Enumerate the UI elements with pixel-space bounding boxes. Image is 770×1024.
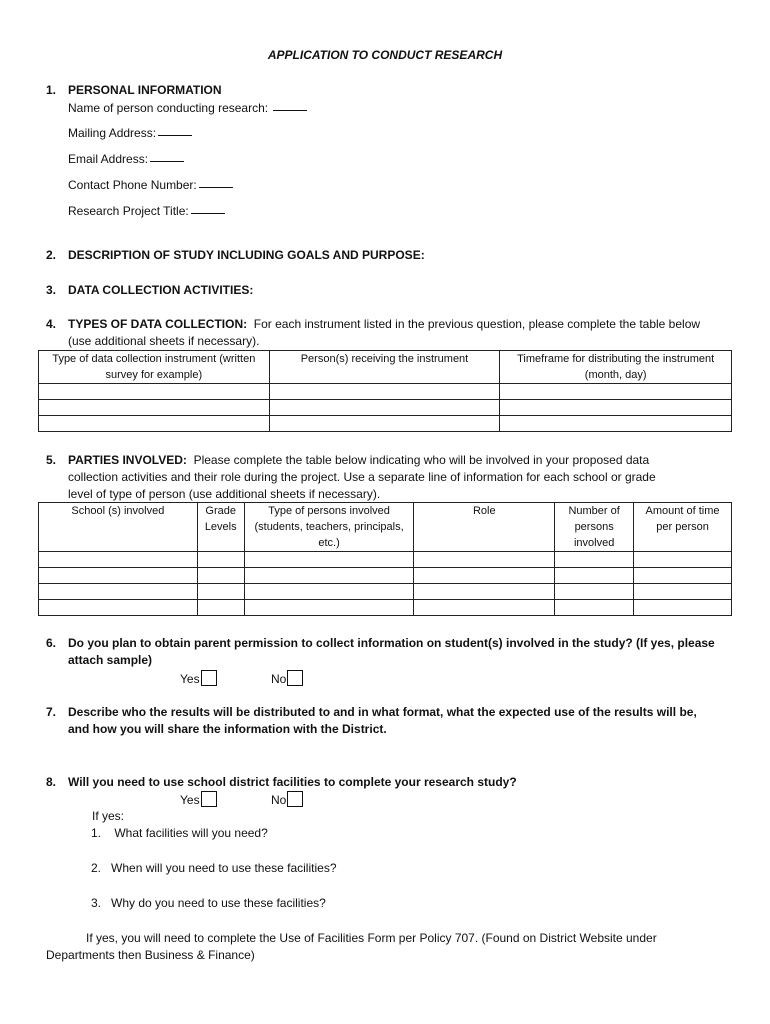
table-cell[interactable]: [634, 568, 732, 584]
table-cell[interactable]: [39, 552, 198, 568]
question-number: 1.: [91, 826, 102, 840]
column-header: Person(s) receiving the instrument: [269, 351, 500, 384]
table-cell[interactable]: [39, 568, 198, 584]
yes-label: Yes: [180, 672, 200, 686]
column-header: Type of data collection instrument (written survey for example): [39, 351, 270, 384]
section-1-heading: PERSONAL INFORMATION: [68, 83, 222, 97]
email-address-label: Email Address:: [68, 152, 149, 166]
table-cell[interactable]: [269, 400, 500, 416]
table-cell[interactable]: [39, 600, 198, 616]
table-cell[interactable]: [500, 384, 732, 400]
table-row: [39, 600, 732, 616]
section-5-line-1: [68, 453, 649, 467]
mailing-address-blank[interactable]: [158, 134, 192, 136]
if-yes-label: If yes:: [92, 809, 125, 823]
table-cell[interactable]: [269, 416, 500, 432]
section-4-line-1: [68, 317, 700, 331]
table-row: [39, 552, 732, 568]
yes-checkbox[interactable]: [201, 670, 217, 686]
section-1-number: 1.: [46, 83, 57, 97]
table-cell[interactable]: [197, 552, 244, 568]
phone-number-blank[interactable]: [199, 186, 233, 188]
column-header: Number of persons involved: [555, 503, 634, 552]
project-title-blank[interactable]: [191, 212, 225, 214]
section-3-heading: DATA COLLECTION ACTIVITIES:: [68, 283, 254, 297]
table-cell[interactable]: [244, 600, 414, 616]
table-cell[interactable]: [197, 584, 244, 600]
section-4-line-2: (use additional sheets if necessary).: [68, 334, 260, 348]
table-cell[interactable]: [244, 584, 414, 600]
yes-checkbox[interactable]: [201, 791, 217, 807]
name-field-row: [68, 101, 307, 115]
table-row: [39, 400, 732, 416]
table-cell[interactable]: [500, 416, 732, 432]
column-header: Grade Levels: [197, 503, 244, 552]
phone-number-label: Contact Phone Number:: [68, 178, 197, 192]
project-title-row: [68, 204, 225, 218]
table-header-row: [39, 351, 732, 384]
table-cell[interactable]: [634, 552, 732, 568]
section-6-yes-option: [180, 670, 217, 686]
table-cell[interactable]: [555, 568, 634, 584]
facility-question-3: [91, 896, 326, 910]
parties-involved-table: [38, 502, 732, 616]
data-collection-table: [38, 350, 732, 432]
table-row: [39, 584, 732, 600]
section-7-number: 7.: [46, 705, 57, 719]
section-8-yes-option: [180, 791, 217, 807]
table-cell[interactable]: [414, 584, 555, 600]
section-7-line-2: and how you will share the information with the District.: [68, 722, 387, 736]
table-row: [39, 384, 732, 400]
no-label: No: [271, 793, 287, 807]
email-address-blank[interactable]: [150, 160, 184, 162]
email-address-row: [68, 152, 184, 166]
table-header-row: [39, 503, 732, 552]
question-number: 3.: [91, 896, 102, 910]
table-cell[interactable]: [39, 400, 270, 416]
column-header: Timeframe for distributing the instrument (month, day): [500, 351, 732, 384]
section-6-line-2: attach sample): [68, 653, 153, 667]
form-title: APPLICATION TO CONDUCT RESEARCH: [267, 48, 503, 62]
question-text: Why do you need to use these facilities?: [111, 896, 326, 910]
section-7-line-1: Describe who the results will be distributed to and in what format, what the expected use of the results will be,: [68, 705, 697, 719]
section-4-heading: TYPES OF DATA COLLECTION:: [68, 317, 248, 331]
section-5-heading: PARTIES INVOLVED:: [68, 453, 187, 467]
footer-line-1: If yes, you will need to complete the Use of Facilities Form per Policy 707. (Found on District Website under: [86, 931, 657, 945]
table-cell[interactable]: [414, 568, 555, 584]
table-cell[interactable]: [244, 552, 414, 568]
section-6-number: 6.: [46, 636, 57, 650]
question-number: 2.: [91, 861, 102, 875]
table-cell[interactable]: [634, 584, 732, 600]
table-row: [39, 568, 732, 584]
table-cell[interactable]: [39, 384, 270, 400]
no-checkbox[interactable]: [287, 670, 303, 686]
section-8-no-option: [271, 791, 303, 807]
name-field-label: Name of person conducting research:: [68, 101, 269, 115]
column-header: Role: [414, 503, 555, 552]
section-4-number: 4.: [46, 317, 57, 331]
name-field-blank[interactable]: [273, 109, 307, 111]
section-8-line-1: Will you need to use school district facilities to complete your research study?: [68, 775, 517, 789]
table-cell[interactable]: [634, 600, 732, 616]
table-cell[interactable]: [555, 552, 634, 568]
question-text: When will you need to use these facilities?: [111, 861, 337, 875]
column-header: School (s) involved: [39, 503, 198, 552]
column-header: Type of persons involved (students, teachers, principals, etc.): [244, 503, 414, 552]
section-3-number: 3.: [46, 283, 57, 297]
mailing-address-label: Mailing Address:: [68, 126, 157, 140]
no-checkbox[interactable]: [287, 791, 303, 807]
section-6-no-option: [271, 670, 303, 686]
table-cell[interactable]: [244, 568, 414, 584]
mailing-address-row: [68, 126, 192, 140]
table-cell[interactable]: [555, 584, 634, 600]
table-row: [39, 416, 732, 432]
facility-question-2: [91, 861, 337, 875]
table-cell[interactable]: [39, 584, 198, 600]
no-label: No: [271, 672, 287, 686]
section-5-line-2: collection activities and their role during the project. Use a separate line of information for each school or grade: [68, 470, 656, 484]
project-title-label: Research Project Title:: [68, 204, 189, 218]
facility-question-1: [91, 826, 268, 840]
table-cell[interactable]: [414, 552, 555, 568]
table-cell[interactable]: [269, 384, 500, 400]
table-cell[interactable]: [555, 600, 634, 616]
section-8-number: 8.: [46, 775, 57, 789]
section-2-heading: DESCRIPTION OF STUDY INCLUDING GOALS AND PURPOSE:: [68, 248, 425, 262]
table-cell[interactable]: [500, 400, 732, 416]
section-5-text: Please complete the table below indicating who will be involved in your proposed data: [193, 453, 650, 467]
phone-number-row: [68, 178, 233, 192]
table-cell[interactable]: [197, 568, 244, 584]
column-header: Amount of time per person: [634, 503, 732, 552]
section-2-number: 2.: [46, 248, 57, 262]
section-6-line-1: Do you plan to obtain parent permission to collect information on student(s) involved in the study? (If yes, please: [68, 636, 715, 650]
table-cell[interactable]: [39, 416, 270, 432]
footer-line-2: Departments then Business & Finance): [46, 948, 255, 962]
section-4-text: For each instrument listed in the previous question, please complete the table below: [253, 317, 701, 331]
table-cell[interactable]: [414, 600, 555, 616]
yes-label: Yes: [180, 793, 200, 807]
table-cell[interactable]: [197, 600, 244, 616]
section-5-line-3: level of type of person (use additional sheets if necessary).: [68, 487, 381, 501]
question-text: What facilities will you need?: [114, 826, 268, 840]
section-5-number: 5.: [46, 453, 57, 467]
